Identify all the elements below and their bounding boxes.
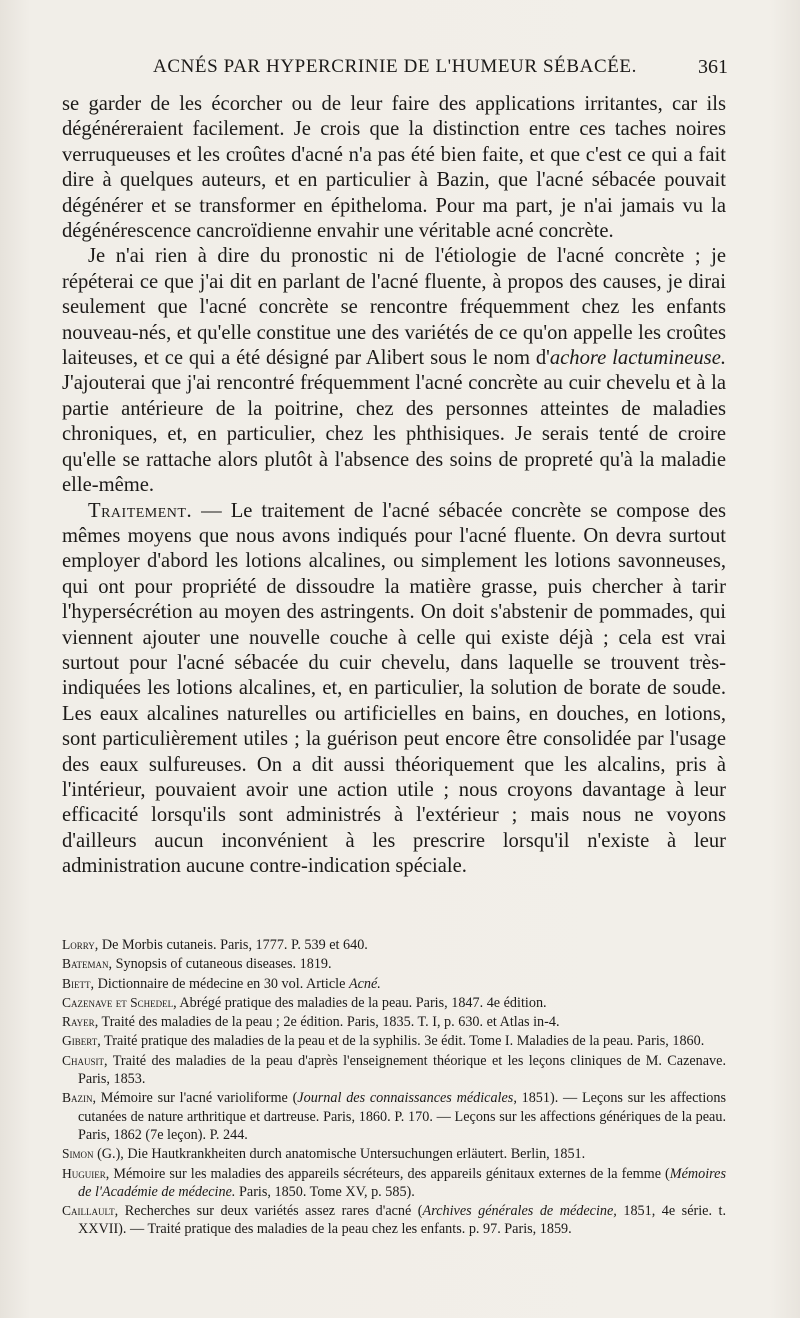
reference-text: , Synopsis of cutaneous diseases. 1819. — [108, 956, 332, 973]
reference-text: , De Morbis cutaneis. Paris, 1777. P. 539 et 640. — [94, 937, 368, 953]
reference-journal: Archives générales de médecine, — [422, 1203, 617, 1220]
reference-text: , Abrégé pratique des maladies de la peau. Paris, 1847. 4e édition. — [173, 994, 547, 1011]
reference-entry — [62, 1032, 726, 1050]
reference-text: (G.), Die Hautkrankheiten durch anatomische Untersuchungen erläutert. Berlin, 1851. — [93, 1146, 586, 1163]
reference-author: Gibert — [62, 1033, 98, 1049]
section-heading-traitement: Traitement. — [88, 499, 193, 522]
reference-text: , Mémoire sur l'acné varioliforme ( — [92, 1090, 298, 1107]
reference-author: Chausit — [62, 1052, 105, 1068]
reference-entry — [62, 1165, 726, 1202]
reference-entry — [62, 1202, 726, 1239]
reference-author: Cazenave et Schedel — [62, 994, 174, 1010]
reference-text-tail: Paris, 1850. Tome XV, p. 585). — [235, 1183, 415, 1200]
reference-text-tail: 1851, 4e série. t. XXVII). — Traité pratique des maladies de la peau chez les enfants. p. 97. Paris, 1859. — [78, 1203, 726, 1238]
paragraph-3-text: — Le traitement de l'acné sébacée concrète se compose des mêmes moyens que nous avons indiqués pour l'acné fluente. On devra surtout employer d'abord les lotions alcalines, ou simplement les lotions savonneuses, qui ont pour propriété de dissoudre la matière grasse, puis chercher à tarir l'hypersécrétion au moyen des astringents. On doit s'abstenir de pommades, qui viennent ajouter une nouvelle couche à celle qui existe déjà ; cela est vrai surtout pour l'acné sébacée du cuir chevelu, dans laquelle se trouvent très-indiquées les lotions alcalines, et, en particulier, la solution de borate de soude. Les eaux alcalines naturelles ou artificielles en bains, en douches, en lotions, sont particulièrement utiles ; la guérison peut encore être consolidée par l'usage des eaux sulfureuses. On a dit aussi théoriquement que les alcalins, pris à l'intérieur, pouvaient avoir une action utile ; nous croyons davantage à leur efficacité lorsqu'ils sont administrés à l'extérieur ; mais nous ne voyons d'ailleurs aucun inconvénient à les prescrire lorsqu'il n'existe à leur administration aucune contre-indication spéciale. — [62, 499, 726, 878]
paragraph-1: se garder de les écorcher ou de leur faire des applications irritantes, car ils dégénéreraient facilement. Je crois que la distinction entre ces taches noires verruqueuses et les croûtes d'acné n'a pas été bien faite, et que c'est ce qui a fait dire à quelques auteurs, et en particulier à Bazin, que l'acné sébacée pouvait dégénérer et se transformer en épitheloma. Pour ma part, je n'ai jamais vu la dégénérescence cancroïdienne envahir une véritable acné concrète. — [62, 93, 726, 243]
reference-text: , Mémoire sur les maladies des appareils sécréteurs, des appareils génitaux externes de la femme ( — [105, 1165, 670, 1182]
reference-author: Caillault — [62, 1203, 115, 1219]
reference-journal: Acné. — [348, 975, 381, 992]
reference-author: Biett — [62, 975, 91, 991]
reference-text: , Traité des maladies de la peau d'après l'enseignement théorique et les leçons cliniques de M. Cazenave. Paris, 1853. — [78, 1052, 726, 1088]
reference-author: Bazin — [62, 1090, 93, 1106]
reference-entry — [62, 1089, 726, 1144]
paragraph-2-italic-term: achore lactumineuse. — [549, 347, 726, 370]
reference-text-tail: , 1851). — Leçons sur les affections cutanées de nature arthritique et dartreuse. Paris, 1860. P. 170. — Leçons sur les affections génériques de la peau. Paris, 1862 (7e leçon). P. 244. — [78, 1090, 726, 1143]
paragraph-2-text-b: J'ajouterai que j'ai rencontré fréquemment l'acné concrète au cuir chevelu et à la partie antérieure de la poitrine, chez des personnes atteintes de maladies chroniques, et, en particulier, chez les phthisiques. Je serais tenté de croire qu'elle se rattache alors plutôt à l'absence des soins de propreté qu'à la maladie elle-même. — [62, 372, 726, 497]
page-number: 361 — [698, 56, 728, 78]
reference-text: , Traité des maladies de la peau ; 2e édition. Paris, 1835. T. I, p. 630. et Atlas in-4. — [94, 1014, 560, 1031]
reference-author: Simon — [62, 1146, 94, 1162]
reference-text: , Dictionnaire de médecine en 30 vol. Article — [90, 975, 349, 992]
reference-text: , Recherches sur deux variétés assez rares d'acné ( — [114, 1203, 423, 1220]
paragraph-2-text-a: Je n'ai rien à dire du pronostic ni de l'étiologie de l'acné concrète ; je répéterai ce que j'ai dit en parlant de l'acné fluente, à propos des causes, je dirai seulement que l'acné concrète se rencontre fréquemment chez les enfants nouveau-nés, et qu'elle constitue une des variétés de ce qu'on appelle les croûtes laiteuses, et ce qui a été désigné par Alibert sous le nom d' — [62, 245, 726, 370]
reference-entry — [62, 1145, 726, 1163]
reference-entry — [62, 1052, 726, 1089]
reference-journal: Journal des connaissances médicales — [297, 1090, 514, 1107]
reference-text: , Traité pratique des maladies de la peau et de la syphilis. 3e édit. Tome I. Maladies de la peau. Paris, 1860. — [97, 1033, 705, 1050]
reference-author: Huguier — [62, 1165, 106, 1181]
paragraph-2 — [62, 244, 726, 498]
reference-entry — [62, 1013, 726, 1031]
reference-author: Lorry — [62, 937, 95, 952]
reference-entry — [62, 975, 726, 993]
reference-entry — [62, 955, 726, 973]
reference-entry — [62, 994, 726, 1012]
body-text — [62, 92, 726, 880]
reference-journal: Mémoires de l'Académie de médecine. — [78, 1165, 726, 1200]
reference-author: Bateman — [62, 956, 109, 972]
page-header — [62, 56, 728, 86]
paragraph-3 — [62, 499, 726, 880]
bibliography — [62, 936, 726, 1240]
reference-entry — [62, 936, 726, 954]
reference-author: Rayer — [62, 1014, 95, 1030]
running-title: ACNÉS PAR HYPERCRINIE DE L'HUMEUR SÉBACÉE. — [153, 56, 637, 77]
